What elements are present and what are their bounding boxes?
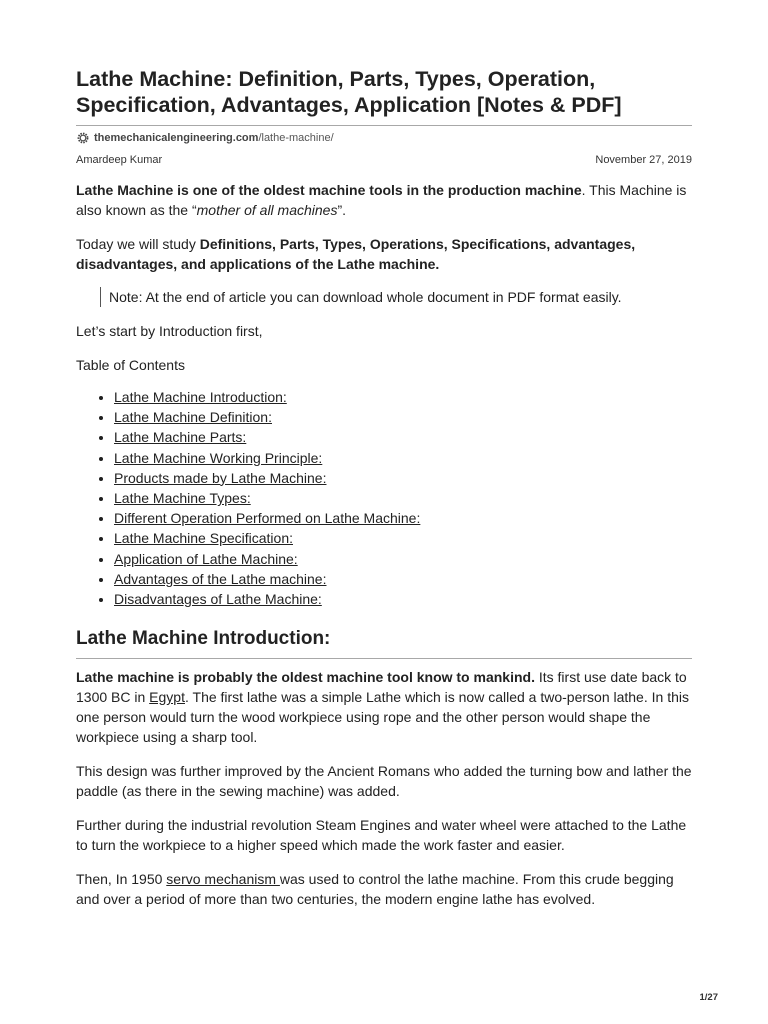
toc-link[interactable]: Lathe Machine Working Principle: — [114, 449, 323, 466]
intro-text: . This Machine is also known as the “ — [76, 182, 687, 218]
toc-item — [114, 549, 692, 569]
section-heading: Lathe Machine Introduction: — [76, 628, 331, 650]
toc-link[interactable]: Disadvantages of Lathe Machine: — [114, 591, 322, 608]
section-text: Then, In 1950 — [76, 871, 167, 888]
toc-link[interactable]: Lathe Machine Parts: — [114, 429, 247, 446]
toc-link[interactable]: Lathe Machine Types: — [114, 490, 251, 507]
section-text: was used to control the lathe machine. From this crude begging and over a period of more than two centuries, the modern engine lathe has evolved. — [76, 871, 674, 908]
toc-link[interactable]: Application of Lathe Machine: — [114, 550, 298, 567]
toc-item — [114, 488, 692, 508]
toc-link[interactable]: Products made by Lathe Machine: — [114, 469, 327, 486]
page-number: 1/27 — [699, 992, 718, 1003]
site-gear-icon — [76, 131, 90, 145]
source-path[interactable]: /lathe-machine/ — [258, 132, 334, 144]
intro-end: ”. — [337, 202, 347, 218]
study-text: Today we will study — [76, 236, 200, 252]
intro-bold: Lathe Machine is one of the oldest machine tools in the production machine — [76, 182, 582, 198]
toc-link[interactable]: Lathe Machine Introduction: — [114, 389, 287, 405]
section-paragraph-2: This design was further improved by the Ancient Romans who added the turning bow and lather the paddle (as there in the sewing machine) was added. — [76, 763, 692, 800]
toc-item — [114, 589, 692, 609]
section-paragraph-1 — [76, 667, 692, 747]
source-domain[interactable]: themechanicalengineering.com — [94, 132, 259, 144]
section-text: Its first use date back to 1300 BC in — [76, 669, 687, 706]
table-of-contents — [76, 387, 692, 609]
intro-paragraph-3: Let’s start by Introduction first, — [76, 323, 263, 339]
toc-item — [114, 508, 692, 528]
article-title: Lathe Machine: Definition, Parts, Types, Operation, Specification, Advantages, Application [Notes & PDF] — [76, 67, 622, 117]
intro-paragraph-2 — [76, 234, 692, 274]
author: Amardeep Kumar — [76, 154, 163, 166]
intro-paragraph-1 — [76, 180, 692, 220]
toc-item — [114, 407, 692, 427]
toc-link[interactable]: Lathe Machine Specification: — [114, 530, 293, 547]
section-paragraph-3: Further during the industrial revolution Steam Engines and water wheel were attached to the Lathe to turn the workpiece to a higher speed which made the work faster and easier. — [76, 817, 687, 854]
egypt-link[interactable]: Egypt — [149, 689, 185, 706]
toc-item — [114, 468, 692, 488]
title-divider — [76, 125, 692, 126]
pdf-note: Note: At the end of article you can download whole document in PDF format easily. — [100, 287, 692, 307]
section-divider — [76, 658, 692, 659]
toc-link[interactable]: Advantages of the Lathe machine: — [114, 570, 327, 587]
toc-item — [114, 387, 692, 407]
toc-item — [114, 448, 692, 468]
section-bold: Lathe machine is probably the oldest machine tool know to mankind. — [76, 669, 535, 686]
study-bold: Definitions, Parts, Types, Operations, Specifications, advantages, disadvantages, and applications of the Lathe machine. — [76, 236, 636, 272]
section-paragraph-4 — [76, 869, 692, 909]
intro-italic: mother of all machines — [196, 202, 338, 218]
servo-mechanism-link[interactable]: servo mechanism — [166, 871, 280, 888]
source-line[interactable] — [76, 131, 692, 145]
publish-date: November 27, 2019 — [595, 154, 692, 166]
document-page — [76, 66, 692, 909]
toc-link[interactable]: Different Operation Performed on Lathe Machine: — [114, 510, 421, 527]
section-text: . The first lathe was a simple Lathe which is now called a two-person lathe. In this one person would turn the wood workpiece using rope and the other person would shape the workpiece using a sharp tool. — [76, 689, 689, 746]
toc-item — [114, 569, 692, 589]
article-meta — [76, 154, 692, 166]
toc-link[interactable]: Lathe Machine Definition: — [114, 409, 272, 426]
toc-item — [114, 427, 692, 447]
toc-item — [114, 528, 692, 548]
toc-heading: Table of Contents — [76, 357, 185, 373]
